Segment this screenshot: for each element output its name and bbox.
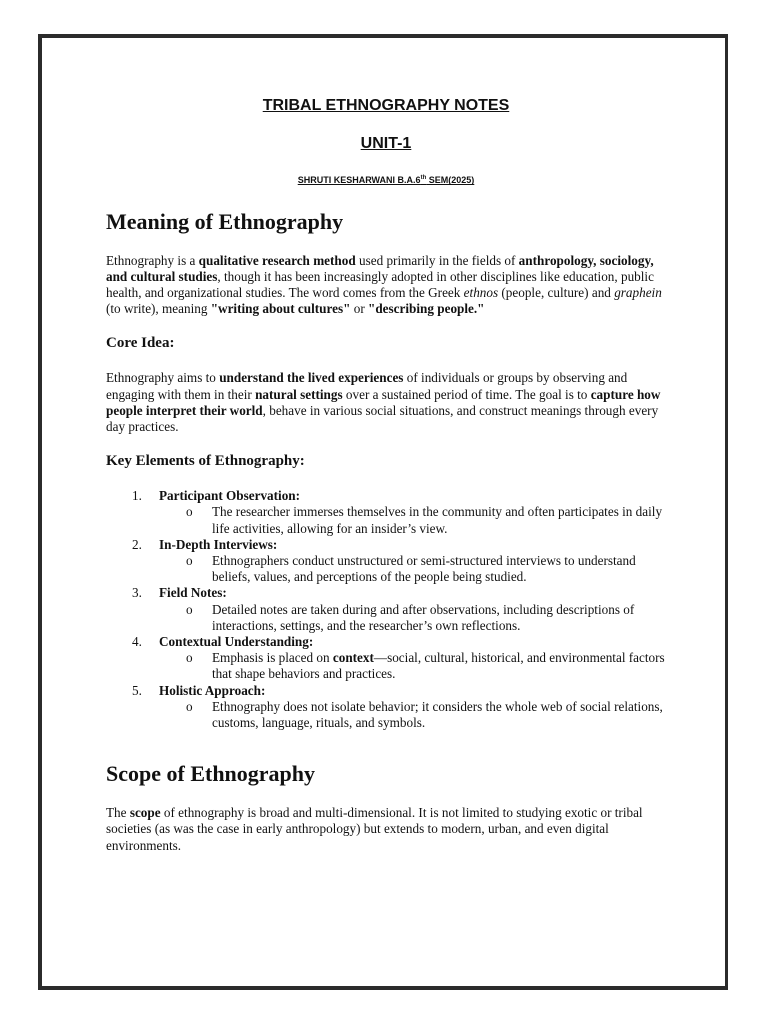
key-elements-list bbox=[106, 488, 666, 731]
list-item-label: Participant Observation: bbox=[159, 488, 301, 504]
bullet-marker: o bbox=[186, 601, 193, 617]
list-item-label: Contextual Understanding: bbox=[159, 634, 314, 650]
list-item-label: Holistic Approach: bbox=[159, 682, 266, 698]
text-run: Ethnography aims to bbox=[106, 370, 220, 386]
sub-item-text: Ethnography does not isolate behavior; it considers the whole web of social relations, customs, language, rituals, and symbols. bbox=[212, 698, 663, 731]
meaning-paragraph bbox=[106, 253, 666, 318]
bold-run: "writing about cultures" bbox=[210, 301, 351, 317]
list-item bbox=[106, 683, 666, 699]
sub-list-item bbox=[106, 504, 666, 536]
sub-list-item bbox=[106, 650, 666, 682]
text-run: The bbox=[106, 805, 130, 821]
text-run: used primarily in the fields of bbox=[355, 252, 519, 268]
list-item-label: In-Depth Interviews: bbox=[159, 536, 278, 552]
bold-run: qualitative research method bbox=[198, 252, 356, 268]
italic-run: ethnos bbox=[463, 285, 499, 301]
meaning-heading: Meaning of Ethnography bbox=[106, 208, 344, 234]
list-item bbox=[106, 634, 666, 650]
scope-heading: Scope of Ethnography bbox=[106, 761, 316, 787]
list-number: 4. bbox=[132, 634, 142, 650]
sub-list-item bbox=[106, 602, 666, 634]
author-line bbox=[106, 170, 666, 188]
text-run: or bbox=[350, 301, 369, 317]
document-header bbox=[106, 98, 666, 189]
author-semester: SEM(2025) bbox=[426, 175, 475, 186]
sub-item-text-post: —social, cultural, historical, and environmental factors that shape behaviors and practices. bbox=[212, 650, 665, 682]
sub-item-text-pre: Emphasis is placed on bbox=[212, 650, 333, 666]
bold-run: scope bbox=[129, 805, 161, 821]
sub-list-item bbox=[106, 553, 666, 585]
list-item-label: Field Notes: bbox=[159, 585, 227, 601]
text-run: (to write), meaning bbox=[106, 301, 211, 317]
bullet-marker: o bbox=[186, 504, 193, 520]
sub-list-item bbox=[106, 699, 666, 731]
text-run: , though it has been increasingly adopted in other disciplines like education, public health, and organizational studies. The word comes from the Greek bbox=[106, 268, 654, 301]
text-run: Ethnography is a bbox=[106, 252, 199, 268]
sub-item-text: Detailed notes are taken during and after observations, including descriptions of interactions, settings, and the researcher’s own reflections. bbox=[212, 601, 635, 633]
list-item bbox=[106, 585, 666, 601]
bullet-marker: o bbox=[186, 698, 193, 714]
scope-paragraph bbox=[106, 805, 666, 854]
text-run: of individuals or groups by observing and engaging with them in their bbox=[106, 370, 628, 402]
document-body bbox=[106, 98, 666, 854]
sub-item-text: The researcher immerses themselves in the community and often participates in daily life activities, allowing for an insider’s view. bbox=[212, 504, 663, 536]
list-number: 5. bbox=[132, 682, 142, 698]
italic-run: graphein bbox=[614, 285, 662, 301]
text-run: of ethnography is broad and multi-dimensional. It is not limited to studying exotic or tribal societies (as was the case in early anthropology) but extends to modern, urban, and even digital environments. bbox=[106, 805, 643, 853]
bold-run: anthropology, sociology, and cultural studies bbox=[106, 252, 654, 284]
core-idea-heading: Core Idea: bbox=[106, 335, 175, 352]
list-item bbox=[106, 488, 666, 504]
author-superscript: th bbox=[420, 175, 427, 182]
core-idea-paragraph bbox=[106, 370, 666, 435]
unit-label: UNIT-1 bbox=[360, 135, 412, 153]
list-item bbox=[106, 537, 666, 553]
bullet-marker: o bbox=[186, 650, 193, 666]
bold-run: understand the lived experiences bbox=[219, 370, 404, 386]
text-run: , behave in various social situations, and construct meanings through every day practices. bbox=[106, 402, 659, 435]
list-number: 1. bbox=[132, 488, 142, 504]
author-name: SHRUTI KESHARWANI B.A.6 bbox=[297, 175, 421, 186]
list-number: 3. bbox=[132, 585, 142, 601]
bold-run: natural settings bbox=[255, 386, 343, 402]
text-run: over a sustained period of time. The goal is to bbox=[342, 386, 591, 402]
sub-item-text-bold: context bbox=[332, 650, 374, 666]
key-elements-heading: Key Elements of Ethnography: bbox=[106, 453, 305, 470]
bold-run: capture how people interpret their world bbox=[106, 386, 661, 418]
document-title: TRIBAL ETHNOGRAPHY NOTES bbox=[262, 97, 510, 114]
sub-item-text: Ethnographers conduct unstructured or semi-structured interviews to understand beliefs, values, and perceptions of the people being studied. bbox=[212, 553, 636, 585]
list-number: 2. bbox=[132, 536, 142, 552]
bullet-marker: o bbox=[186, 553, 193, 569]
text-run: (people, culture) and bbox=[498, 285, 615, 301]
bold-run: "describing people." bbox=[368, 301, 485, 317]
